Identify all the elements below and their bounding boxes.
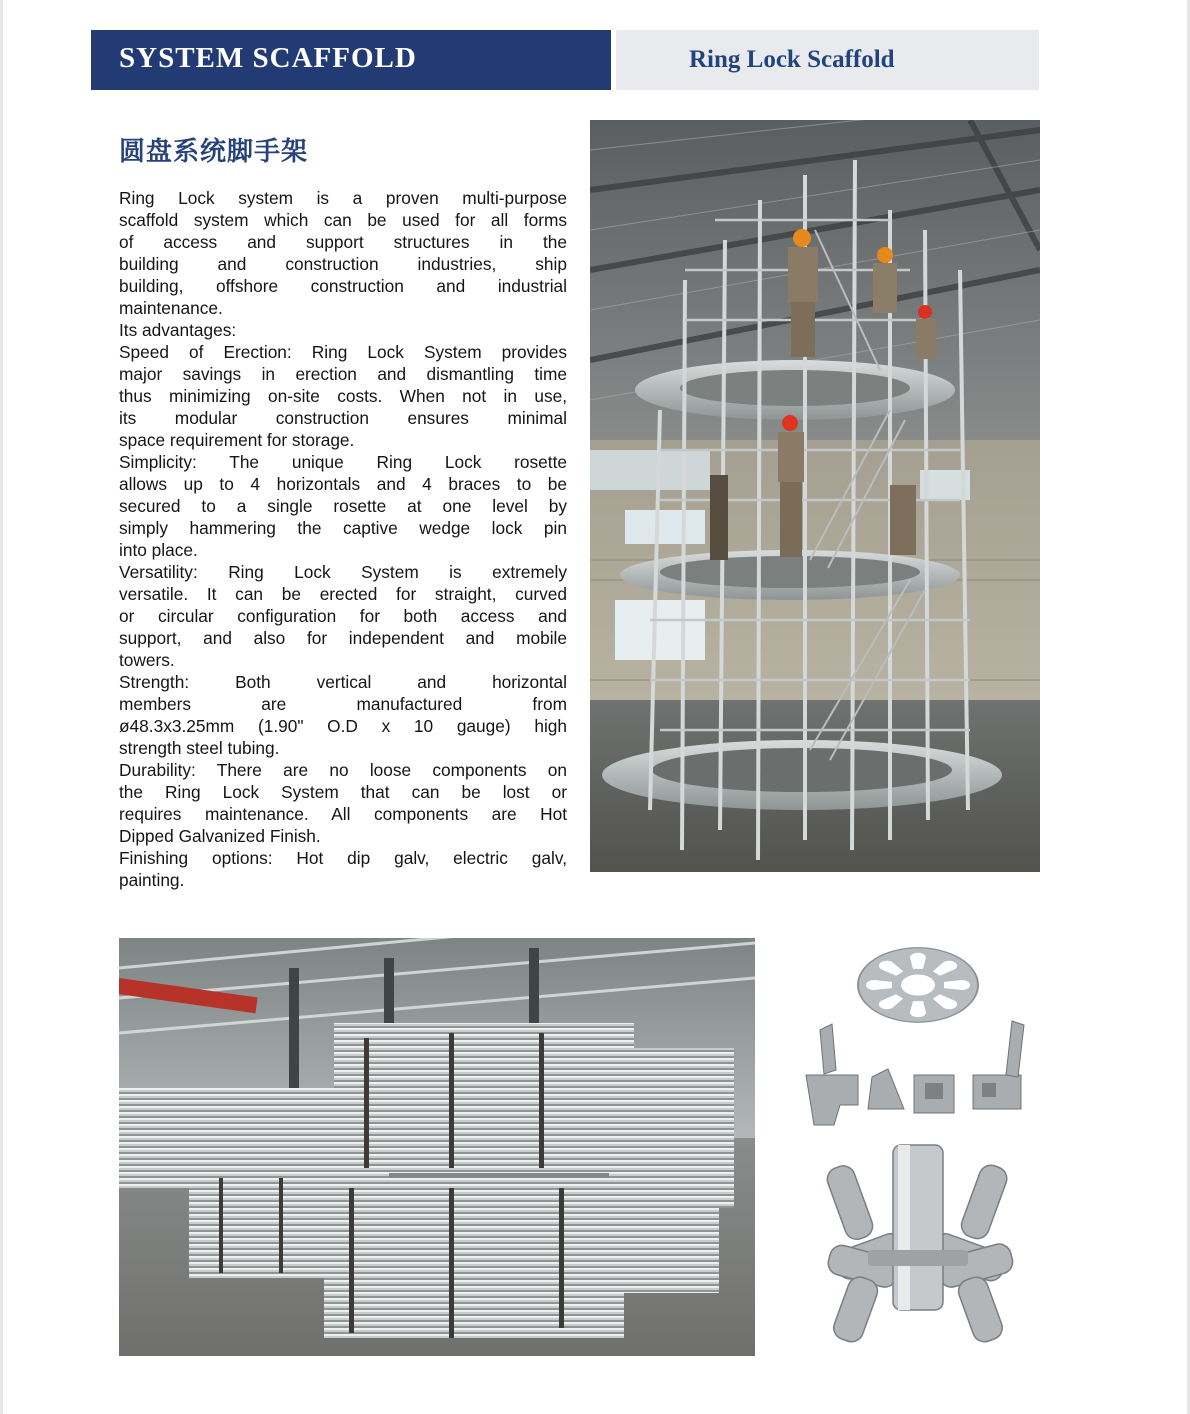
text-line: allows up to 4 horizontals and 4 braces to be bbox=[119, 474, 567, 494]
product-name: Ring Lock Scaffold bbox=[689, 46, 895, 73]
text-line: Versatility: Ring Lock System is extremely bbox=[119, 562, 567, 582]
chinese-title: 圆盘系统脚手架 bbox=[119, 137, 309, 167]
text-line: or circular configuration for both access and bbox=[119, 606, 567, 626]
text-line: strength steel tubing. bbox=[119, 738, 280, 758]
product-header-bar bbox=[616, 30, 1039, 90]
text-line: maintenance. bbox=[119, 298, 223, 318]
text-line: Speed of Erection: Ring Lock System provides bbox=[119, 342, 567, 362]
stacked-scaffold-photo bbox=[119, 938, 755, 1356]
text-line: of access and support structures in the bbox=[119, 232, 567, 252]
text-line: major savings in erection and dismantling time bbox=[119, 364, 567, 384]
text-line: Strength: Both vertical and horizontal bbox=[119, 672, 567, 692]
text-line: Dipped Galvanized Finish. bbox=[119, 826, 321, 846]
text-line: painting. bbox=[119, 870, 185, 890]
finishing-paragraph bbox=[119, 847, 567, 891]
speed-paragraph bbox=[119, 341, 567, 451]
rosette-components-photo bbox=[790, 925, 1040, 1370]
intro-paragraph bbox=[119, 187, 567, 319]
text-line: secured to a single rosette at one level by bbox=[119, 496, 567, 516]
text-line: support, and also for independent and mobile bbox=[119, 628, 567, 648]
page-edge-left bbox=[0, 0, 3, 1414]
advantages-heading: Its advantages: bbox=[119, 320, 237, 340]
simplicity-paragraph bbox=[119, 451, 567, 561]
text-line: requires maintenance. All components are Hot bbox=[119, 804, 567, 824]
section-title: SYSTEM SCAFFOLD bbox=[119, 42, 417, 74]
scaffold-tower-photo bbox=[590, 120, 1040, 872]
text-line: ø48.3x3.25mm (1.90" O.D x 10 gauge) high bbox=[119, 716, 567, 736]
text-line: the Ring Lock System that can be lost or bbox=[119, 782, 567, 802]
text-line: Simplicity: The unique Ring Lock rosette bbox=[119, 452, 567, 472]
rosette-disc bbox=[858, 948, 978, 1022]
text-line: thus minimizing on-site costs. When not in use, bbox=[119, 386, 567, 406]
text-line: Ring Lock system is a proven multi-purpose bbox=[119, 188, 567, 208]
text-line: space requirement for storage. bbox=[119, 430, 355, 450]
description-text bbox=[119, 187, 567, 891]
connector-hub bbox=[824, 1145, 1015, 1345]
text-line: scaffold system which can be used for all forms bbox=[119, 210, 567, 230]
text-line: Durability: There are no loose components on bbox=[119, 760, 567, 780]
durability-paragraph bbox=[119, 759, 567, 847]
text-line: towers. bbox=[119, 650, 175, 670]
versatility-paragraph bbox=[119, 561, 567, 671]
text-line: versatile. It can be erected for straight, curved bbox=[119, 584, 567, 604]
text-line: building and construction industries, ship bbox=[119, 254, 567, 274]
text-line: into place. bbox=[119, 540, 198, 560]
strength-paragraph bbox=[119, 671, 567, 759]
section-header-bar bbox=[91, 30, 611, 90]
text-line: simply hammering the captive wedge lock pin bbox=[119, 518, 567, 538]
text-line: Finishing options: Hot dip galv, electric galv, bbox=[119, 848, 567, 868]
text-line: members are manufactured from bbox=[119, 694, 567, 714]
text-line: building, offshore construction and industrial bbox=[119, 276, 567, 296]
text-line: its modular construction ensures minimal bbox=[119, 408, 567, 428]
